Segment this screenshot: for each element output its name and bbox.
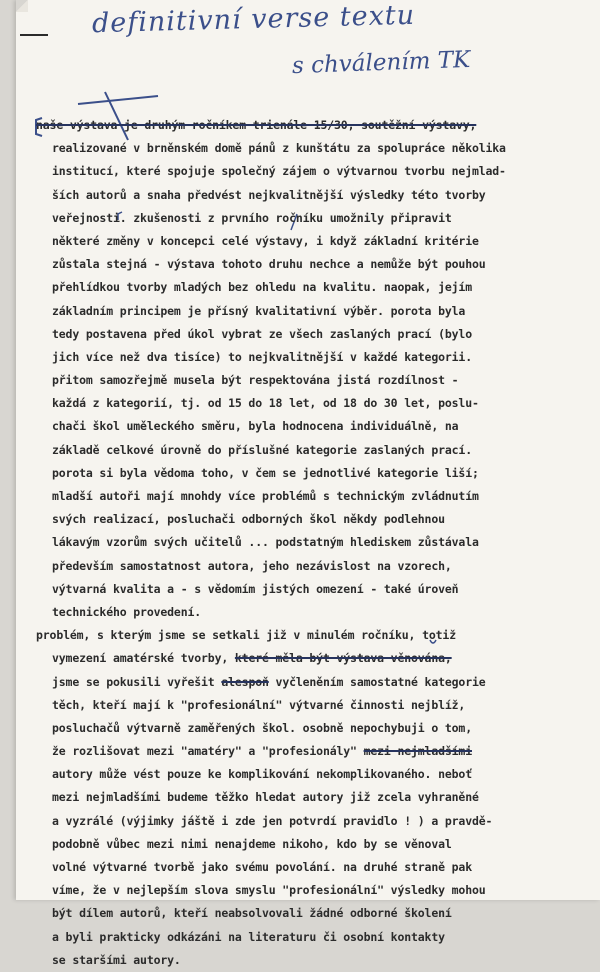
text-line: některé změny v koncepci celé výstavy, i když základní kritérie [52, 233, 479, 248]
text-line: porota si byla vědoma toho, v čem se jednotlivé kategorie liší; [52, 465, 479, 480]
text-line: těch, kteří mají k "profesionální" výtvarné činnosti nejblíž, [52, 697, 466, 712]
text-line: každá z kategorií, tj. od 15 do 18 let, od 18 do 30 let, poslu- [52, 396, 479, 411]
text-line: a vyzrálé (výjimky jáště i zde jen potvrdí pravidlo ! ) a pravdě- [52, 813, 493, 828]
struck-text: alespoň [221, 674, 269, 689]
text-line: posluchačů výtvarně zaměřených škol. osobně nepochybuji o tom, [52, 720, 472, 735]
text-line: být dílem autorů, kteří neabsolvovali žádné odborné školení [52, 906, 452, 921]
text-line: zůstala stejná - výstava tohoto druhu nechce a nemůže být pouhou [52, 257, 486, 272]
text-line: především samostatnost autora, jeho nezávislost na vzorech, [52, 558, 452, 573]
text-line: základním principem je přísný kvalitativní výběr. porota byla [52, 303, 466, 318]
text-line: jsme se pokusili vyřešit alespoň vyčleněním samostatné kategorie [52, 674, 486, 689]
text-line [36, 114, 584, 137]
struck-text: které měla být výstava věnována, [234, 651, 452, 666]
margin-dash-mark [20, 34, 48, 36]
struck-text: naše výstava je druhým ročníkem trienále 15/30, soutěžní výstavy, [36, 118, 477, 132]
text-line: podobně vůbec mezi nimi nenajdeme nikoho, kdo by se věnoval [52, 836, 452, 851]
text-line: mezi nejmladšími budeme těžko hledat autory již zcela vyhraněné [52, 790, 479, 805]
handwritten-approval-note: s chválením TK [291, 46, 471, 80]
text-line: základě celkové úrovně do příslušné kategorie zaslaných prací. [52, 442, 472, 457]
text-line: přitom samozřejmě musela být respektována jistá rozdílnost - [52, 373, 459, 388]
text-line: vymezení amatérské tvorby, které měla být výstava věnována, [52, 651, 452, 666]
text-line: ších autorů a snaha předvést nejkvalitnější výsledky této tvorby [52, 187, 486, 202]
text-line: výtvarná kvalita a - s vědomím jistých omezení - také úroveň [52, 581, 459, 596]
text-line: jich více než dva tisíce) to nejkvalitnější v každé kategorii. [52, 349, 472, 364]
text-line: a byli prakticky odkázáni na literaturu či osobní kontakty [52, 929, 445, 944]
text-line: přehlídkou tvorby mladých bez ohledu na kvalitu. naopak, jejím [52, 280, 472, 295]
text-line: chači škol uměleckého směru, byla hodnocena individuálně, na [52, 419, 459, 434]
page-corner [16, 0, 28, 12]
struck-text: mezi nejmladšími [363, 744, 472, 759]
text-line: institucí, které spojuje společný zájem o výtvarnou tvorbu nejmlad- [52, 164, 506, 179]
text-line: lákavým vzorům svých učitelů ... podstatným hlediskem zůstávala [52, 535, 479, 550]
text-line: víme, že v nejlepším slova smyslu "profesionální" výsledky mohou [52, 883, 486, 898]
text-line: problém, s kterým jsme se setkali již v minulém ročníku, totiž [36, 628, 456, 643]
text-line: technického provedení. [52, 604, 202, 619]
text-line: realizované v brněnském domě pánů z kunštátu za spolupráce několika [52, 141, 506, 156]
text-line: autory může vést pouze ke komplikování nekomplikovaného. neboť [52, 767, 472, 782]
handwritten-title-note: definitivní verse textu [91, 0, 416, 40]
text-line: se staršími autory. [52, 952, 181, 967]
text-line: mladší autoři mají mnohdy více problémů s technickým zvládnutím [52, 489, 479, 503]
text-line: že rozlišovat mezi "amatéry" a "profesionály" mezi nejmladšími [52, 744, 472, 759]
text-line: tedy postavena před úkol vybrat ze všech zaslaných prací (bylo [52, 326, 472, 341]
typewritten-body [36, 114, 584, 972]
text-line: volné výtvarné tvorbě jako svému povolání. na druhé straně pak [52, 860, 472, 874]
text-line: veřejnosti. zkušenosti z prvního ročníku umožnily připravit [52, 210, 452, 225]
text-line: svých realizací, posluchači odborných škol někdy podlehnou [52, 512, 445, 527]
